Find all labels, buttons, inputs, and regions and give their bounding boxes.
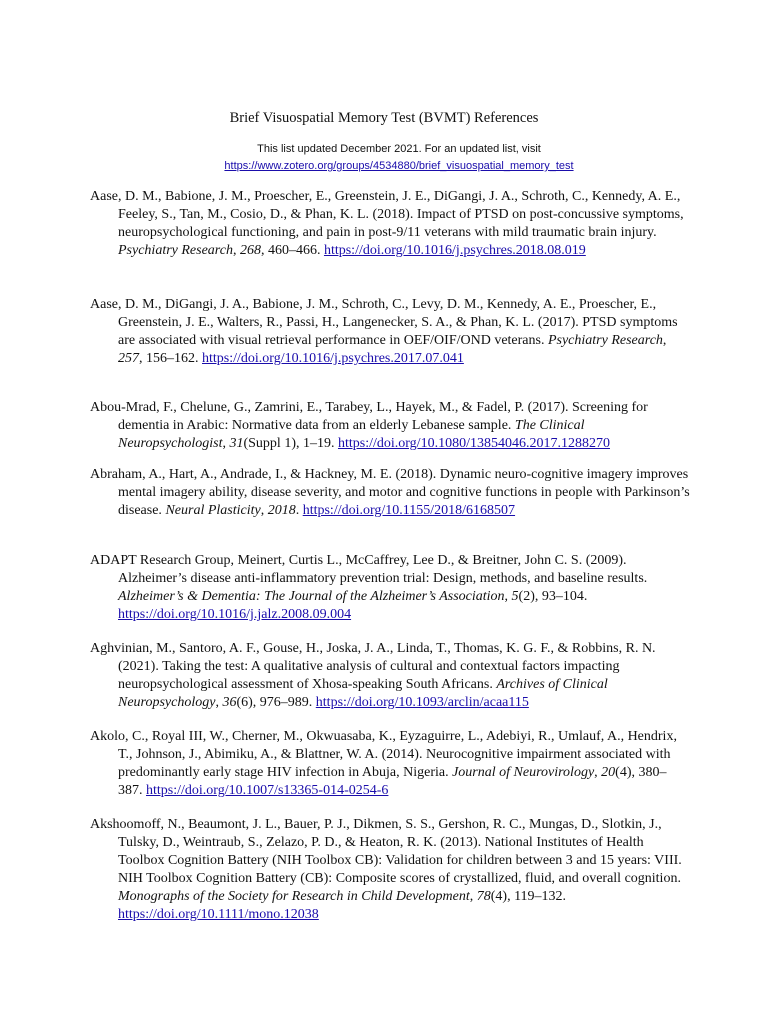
journal-title: Monographs of the Society for Research in Child Development <box>118 889 470 904</box>
update-notice-text: This list updated December 2021. For an updated list, visit <box>257 143 541 155</box>
journal-title: Psychiatry Research <box>118 243 233 258</box>
doi-link[interactable]: https://doi.org/10.1093/arclin/acaa115 <box>315 695 529 710</box>
doi-link[interactable]: https://doi.org/10.1007/s13365-014-0254-6 <box>146 783 389 798</box>
reference-pages: (4), 119–132. <box>490 889 567 904</box>
journal-volume: 268 <box>239 243 261 258</box>
journal-volume: 257 <box>118 351 139 366</box>
reference-pages: (4), 380–387. <box>118 765 667 798</box>
reference-text: Akolo, C., Royal III, W., Cherner, M., Okwuasaba, K., Eyzaguirre, L., Adebiyi, R., Umlauf, A., Hendrix, T., Johnson, J., Abimiku, A., & Blattner, W. A. (2014). Neurocognitive impairment associated with predominantly early stage HIV infection in Abuja, Nigeria. <box>90 729 677 780</box>
journal-volume: 20 <box>601 765 616 780</box>
reference-item: ADAPT Research Group, Meinert, Curtis L., McCaffrey, Lee D., & Breitner, John C. S. (2009). Alzheimer’s disease anti-inflammatory prevention trial: Design, methods, and baseline results. Alzheimer’s & Dementia: The Journal of the Alzheimer’s Association, 5(2), 93–104. https://doi.org/10.1016/j.jalz.2008.09.004 <box>90 553 648 622</box>
reference-item: Abou-Mrad, F., Chelune, G., Zamrini, E., Tarabey, L., Hayek, M., & Fadel, P. (2017). Screening for dementia in Arabic: Normative data from an elderly Lebanese sample. The Clinical Neuropsychologist, 31(Suppl 1), 1–19. https://doi.org/10.1080/13854046.2017.1288270 <box>90 400 648 451</box>
journal-title: Alzheimer’s & Dementia: The Journal of the Alzheimer’s Association <box>118 589 505 604</box>
reference-pages: (6), 976–989. <box>236 695 313 710</box>
reference-item: Aase, D. M., DiGangi, J. A., Babione, J. M., Schroth, C., Levy, D. M., Kennedy, A. E., Proescher, E., Greenstein, J. E., Walters, R., Passi, H., Langenecker, S. A., & Phan, K. L. (2017). PTSD symptoms are associated with visual retrieval performance in OEF/OIF/OND veterans. Psychiatry Research, 257, 156–162. https://doi.org/10.1016/j.psychres.2017.07.041 <box>90 297 678 366</box>
journal-volume: 5 <box>511 589 519 604</box>
reference-item: Abraham, A., Hart, A., Andrade, I., & Hackney, M. E. (2018). Dynamic neuro-cognitive imagery improves mental imagery ability, disease severity, and motor and cognitive functions in people with Parkinson’s disease. Neural Plasticity, 2018. https://doi.org/10.1155/2018/6168507 <box>90 467 690 518</box>
reference-text: Aase, D. M., Babione, J. M., Proescher, E., Greenstein, J. E., DiGangi, J. A., Schroth, C., Kennedy, A. E., Feeley, S., Tan, M., Cosio, D., & Phan, K. L. (2018). Impact of PTSD on post-concussive symptoms, neuropsychological functioning, and pain in post-9/11 veterans with mild traumatic brain injury. <box>90 189 684 240</box>
reference-item: Aghvinian, M., Santoro, A. F., Gouse, H., Joska, J. A., Linda, T., Thomas, K. G. F., & Robbins, R. N. (2021). Taking the test: A qualitative analysis of cultural and contextual factors impacting neuropsychological assessment of Xhosa-speaking South Africans. Archives of Clinical Neuropsychology, 36(6), 976–989. https://doi.org/10.1093/arclin/acaa115 <box>90 641 656 710</box>
page-title: Brief Visuospatial Memory Test (BVMT) References <box>229 110 539 126</box>
journal-volume: 36 <box>222 695 237 710</box>
doi-link[interactable]: https://doi.org/10.1016/j.psychres.2018.08.019 <box>323 243 586 258</box>
update-notice <box>0 141 768 175</box>
reference-pages: (Suppl 1), 1–19. <box>243 436 335 451</box>
journal-volume: 2018 <box>267 503 296 518</box>
reference-item: Akolo, C., Royal III, W., Cherner, M., Okwuasaba, K., Eyzaguirre, L., Adebiyi, R., Umlauf, A., Hendrix, T., Johnson, J., Abimiku, A., & Blattner, W. A. (2014). Neurocognitive impairment associated with predominantly early stage HIV infection in Abuja, Nigeria. Journal of Neurovirology, 20(4), 380–387. https://doi.org/10.1007/s13365-014-0254-6 <box>90 729 677 798</box>
zotero-link[interactable]: https://www.zotero.org/groups/4534880/brief_visuospatial_memory_test <box>224 160 574 172</box>
reference-pages: , 156–162. <box>139 351 199 366</box>
reference-item: Akshoomoff, N., Beaumont, J. L., Bauer, P. J., Dikmen, S. S., Gershon, R. C., Mungas, D., Slotkin, J., Tulsky, D., Weintraub, S., Zelazo, P. D., & Heaton, R. K. (2013). National Institutes of Health Toolbox Cognition Battery (NIH Toolbox CB): Validation for children between 3 and 15 years: VIII. NIH Toolbox Cognition Battery (CB): Composite scores of crystallized, fluid, and overall cognition. Monographs of the Society for Research in Child Development, 78(4), 119–132. https://doi.org/10.1111/mono.12038 <box>90 817 682 922</box>
doi-link[interactable]: https://doi.org/10.1111/mono.12038 <box>118 907 319 922</box>
journal-volume: 78 <box>476 889 491 904</box>
reference-pages: . <box>295 503 300 518</box>
doi-link[interactable]: https://doi.org/10.1080/13854046.2017.1288270 <box>337 436 610 451</box>
reference-text: Abraham, A., Hart, A., Andrade, I., & Hackney, M. E. (2018). Dynamic neuro-cognitive imagery improves mental imagery ability, disease severity, and motor and cognitive functions in people with Parkinson’s disease. <box>90 467 690 518</box>
reference-text: Aghvinian, M., Santoro, A. F., Gouse, H., Joska, J. A., Linda, T., Thomas, K. G. F., & Robbins, R. N. (2021). Taking the test: A qualitative analysis of cultural and contextual factors impacting neuropsychological assessment of Xhosa-speaking South Africans. <box>90 641 656 692</box>
reference-text: Aase, D. M., DiGangi, J. A., Babione, J. M., Schroth, C., Levy, D. M., Kennedy, A. E., Proescher, E., Greenstein, J. E., Walters, R., Passi, H., Langenecker, S. A., & Phan, K. L. (2017). PTSD symptoms are associated with visual retrieval performance in OEF/OIF/OND veterans. <box>90 297 678 348</box>
journal-volume: 31 <box>229 436 244 451</box>
reference-item: Aase, D. M., Babione, J. M., Proescher, E., Greenstein, J. E., DiGangi, J. A., Schroth, C., Kennedy, A. E., Feeley, S., Tan, M., Cosio, D., & Phan, K. L. (2018). Impact of PTSD on post-concussive symptoms, neuropsychological functioning, and pain in post-9/11 veterans with mild traumatic brain injury. Psychiatry Research, 268, 460–466. https://doi.org/10.1016/j.psychres.2018.08.019 <box>90 189 684 258</box>
doi-link[interactable]: https://doi.org/10.1016/j.jalz.2008.09.004 <box>118 607 352 622</box>
reference-pages: (2), 93–104. <box>518 589 588 604</box>
journal-title: Journal of Neurovirology <box>452 765 595 780</box>
reference-text: ADAPT Research Group, Meinert, Curtis L., McCaffrey, Lee D., & Breitner, John C. S. (2009). Alzheimer’s disease anti-inflammatory prevention trial: Design, methods, and baseline results. <box>90 553 648 586</box>
journal-title: The Clinical Neuropsychologist <box>118 418 585 451</box>
doi-link[interactable]: https://doi.org/10.1155/2018/6168507 <box>302 503 516 518</box>
reference-pages: , 460–466. <box>260 243 321 258</box>
journal-title: Neural Plasticity <box>165 503 261 518</box>
journal-title: Archives of Clinical Neuropsychology <box>118 677 608 710</box>
doi-link[interactable]: https://doi.org/10.1016/j.psychres.2017.07.041 <box>202 351 464 366</box>
reference-text: Akshoomoff, N., Beaumont, J. L., Bauer, P. J., Dikmen, S. S., Gershon, R. C., Mungas, D., Slotkin, J., Tulsky, D., Weintraub, S., Zelazo, P. D., & Heaton, R. K. (2013). National Institutes of Health Toolbox Cognition Battery (NIH Toolbox CB): Validation for children between 3 and 15 years: VIII. NIH Toolbox Cognition Battery (CB): Composite scores of crystallized, fluid, and overall cognition. <box>90 817 682 886</box>
reference-text: Abou-Mrad, F., Chelune, G., Zamrini, E., Tarabey, L., Hayek, M., & Fadel, P. (2017). Screening for dementia in Arabic: Normative data from an elderly Lebanese sample. <box>90 400 648 433</box>
journal-title: Psychiatry Research <box>547 333 663 348</box>
